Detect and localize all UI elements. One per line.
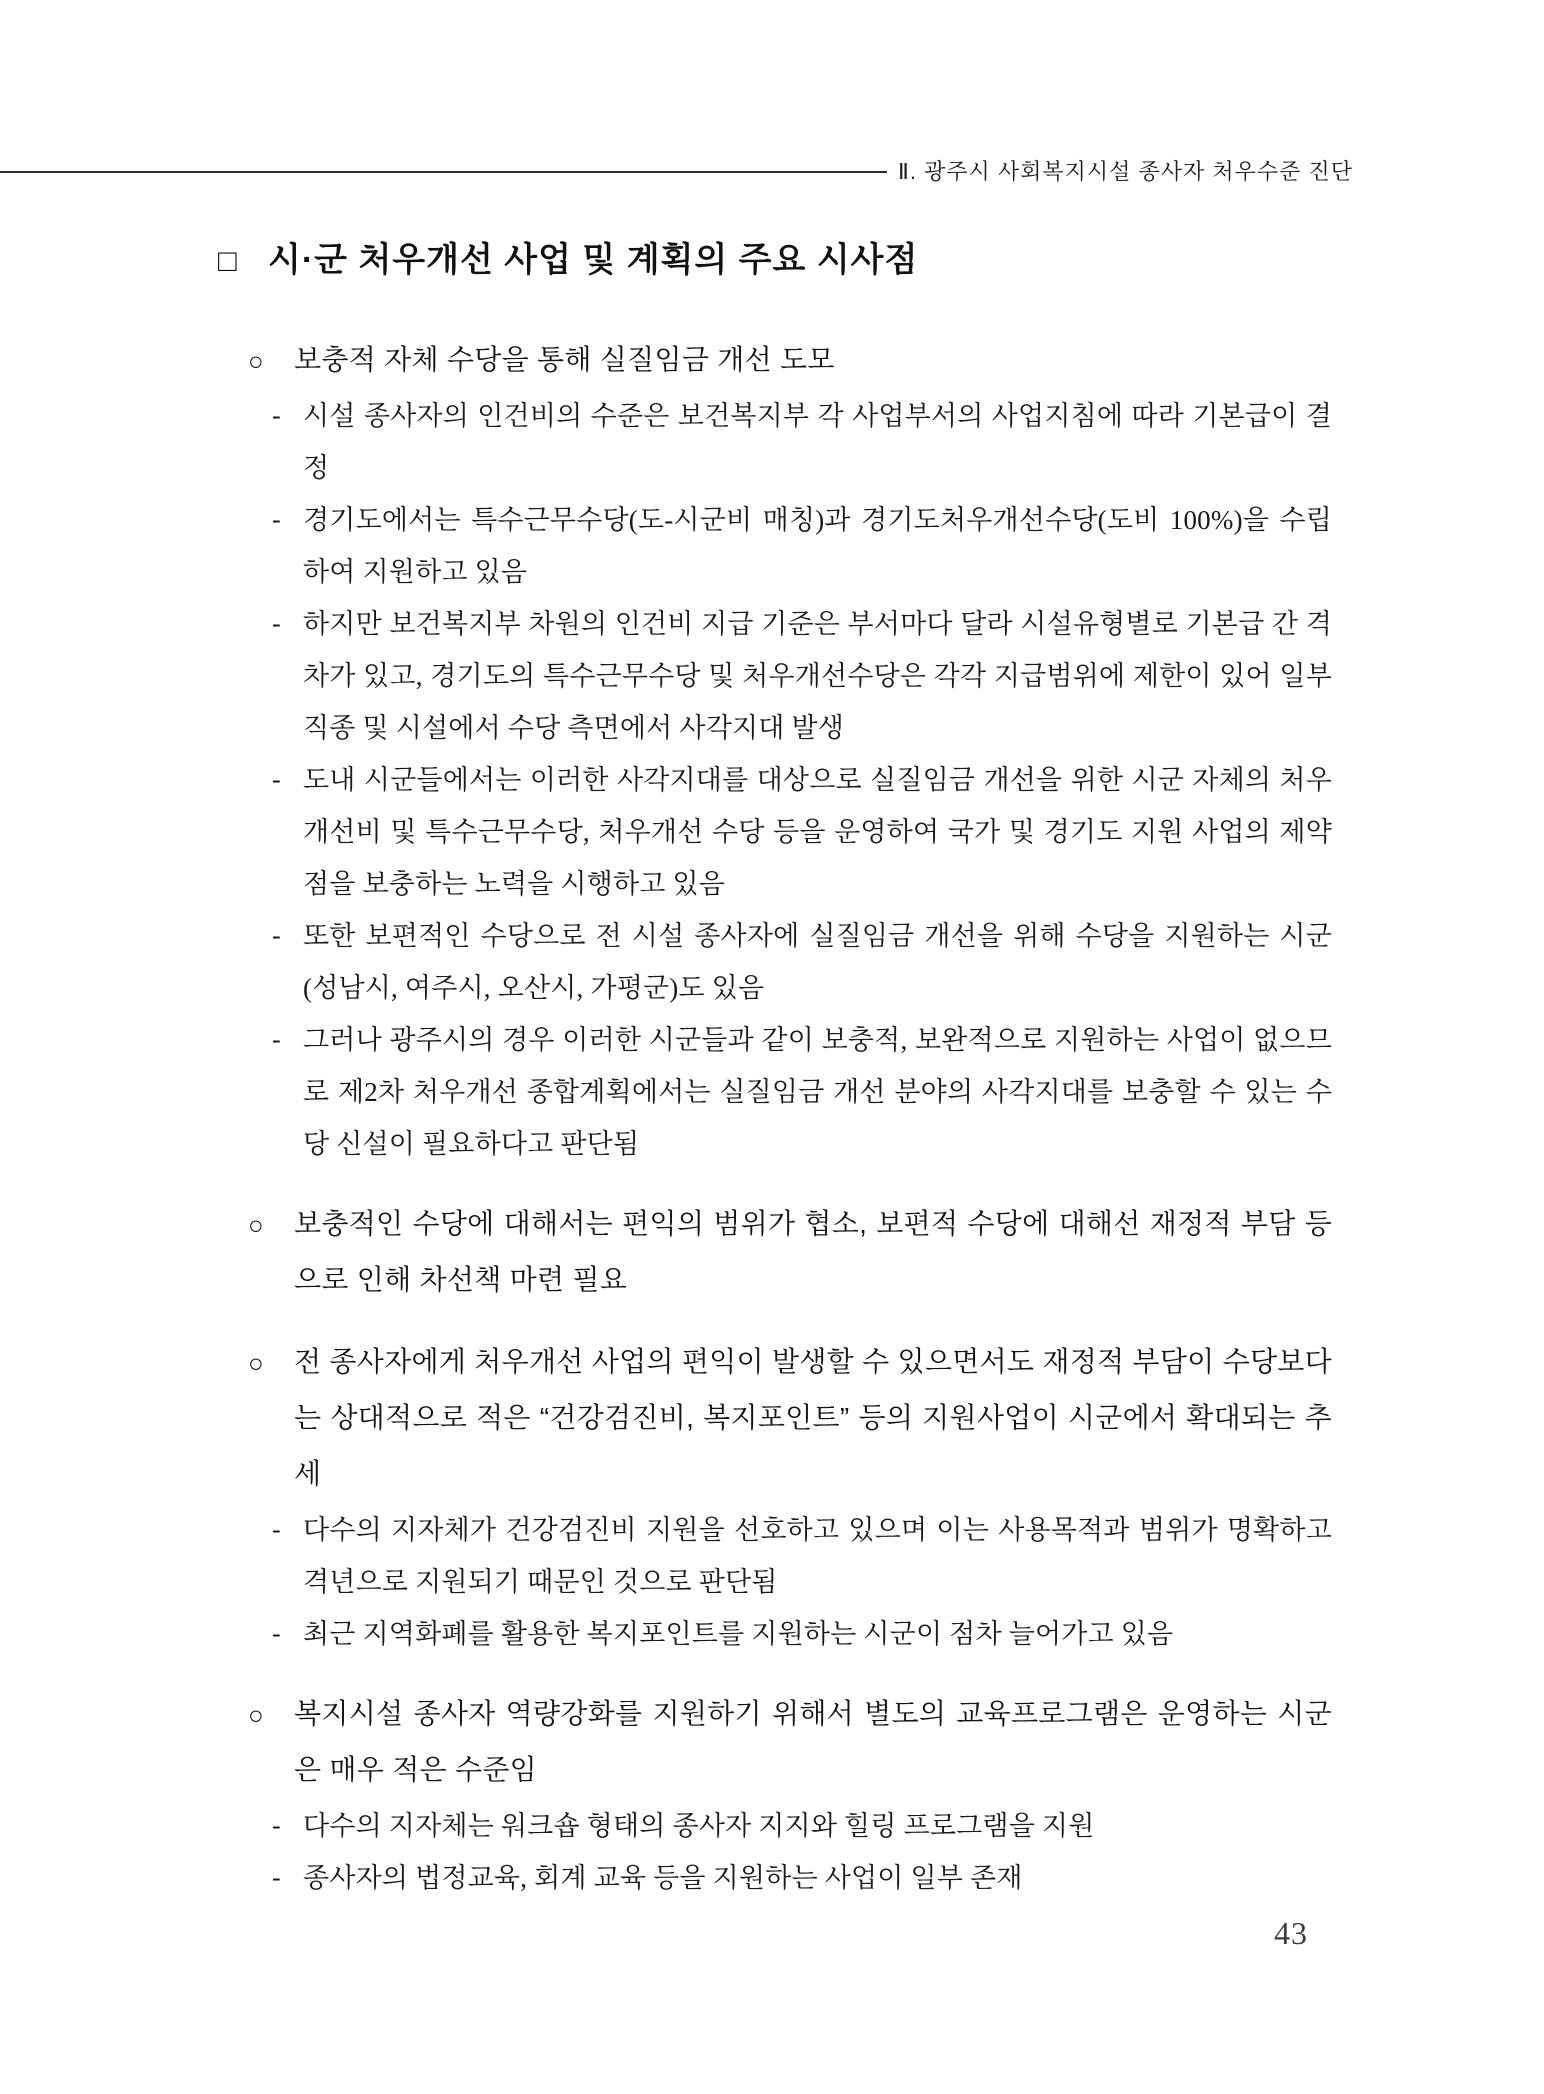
page-title-text: 시·군 처우개선 사업 및 계획의 주요 시사점 xyxy=(268,241,919,279)
list-item xyxy=(272,1800,1332,1852)
list-item-text: 경기도에서는 특수근무수당(도-시군비 매칭)과 경기도처우개선수당(도비 100%)을 수립하여 지원하고 있음 xyxy=(303,505,1332,587)
list-item xyxy=(272,1608,1332,1660)
section-heading-text: 복지시설 종사자 역량강화를 지원하기 위해서 별도의 교육프로그램은 운영하는 시군은 매우 적은 수준임 xyxy=(294,1698,1332,1785)
section-heading xyxy=(248,1196,1332,1308)
dash-bullet-icon: - xyxy=(272,921,281,950)
section-heading xyxy=(248,332,1332,388)
dash-bullet-icon: - xyxy=(272,1619,281,1648)
square-bullet-icon: □ xyxy=(218,243,238,278)
dash-bullet-icon: - xyxy=(272,1025,281,1054)
dash-bullet-icon: - xyxy=(272,1811,281,1840)
dash-bullet-icon: - xyxy=(272,1863,281,1892)
circle-bullet-icon: ○ xyxy=(248,1700,264,1730)
section-heading xyxy=(248,1334,1332,1502)
list-item xyxy=(272,1852,1332,1904)
header-rule xyxy=(0,171,887,173)
section-heading-text: 전 종사자에게 처우개선 사업의 편익이 발생할 수 있으면서도 재정적 부담이 수당보다는 상대적으로 적은 “건강검진비, 복지포인트” 등의 지원사업이 시군에서 확대되는 추세 xyxy=(294,1346,1332,1489)
list-item-text: 다수의 지자체는 워크숍 형태의 종사자 지지와 힐링 프로그램을 지원 xyxy=(303,1811,1095,1841)
page-content xyxy=(218,238,1332,1904)
circle-bullet-icon: ○ xyxy=(248,1210,264,1240)
list-item xyxy=(272,598,1332,754)
dash-bullet-icon: - xyxy=(272,505,281,534)
list-item-text: 하지만 보건복지부 차원의 인건비 지급 기준은 부서마다 달라 시설유형별로 기본급 간 격차가 있고, 경기도의 특수근무수당 및 처우개선수당은 각각 지급범위에 제한이 있어 일부 직종 및 시설에서 수당 측면에서 사각지대 발생 xyxy=(303,609,1332,743)
page-title xyxy=(218,238,1332,282)
chapter-header: Ⅱ. 광주시 사회복지시설 종사자 처우수준 진단 xyxy=(898,159,1354,184)
list-item xyxy=(272,1504,1332,1608)
section-heading-text: 보충적 자체 수당을 통해 실질임금 개선 도모 xyxy=(294,344,835,375)
list-item xyxy=(272,494,1332,598)
list-item-text: 시설 종사자의 인건비의 수준은 보건복지부 각 사업부서의 사업지침에 따라 기본급이 결정 xyxy=(303,401,1332,483)
section-heading-text: 보충적인 수당에 대해서는 편익의 범위가 협소, 보편적 수당에 대해선 재정적 부담 등으로 인해 차선책 마련 필요 xyxy=(294,1208,1332,1295)
sub-item-list xyxy=(218,390,1332,1170)
dash-bullet-icon: - xyxy=(272,1515,281,1544)
list-item-text: 또한 보편적인 수당으로 전 시설 종사자에 실질임금 개선을 위해 수당을 지원하는 시군(성남시, 여주시, 오산시, 가평군)도 있음 xyxy=(303,921,1332,1003)
section-supplementary-allowance xyxy=(218,332,1332,1170)
list-item xyxy=(272,390,1332,494)
section-allowance-tradeoff xyxy=(218,1196,1332,1308)
section-heading xyxy=(248,1686,1332,1798)
list-item xyxy=(272,1014,1332,1170)
dash-bullet-icon: - xyxy=(272,401,281,430)
section-health-checkup-welfare-points xyxy=(218,1334,1332,1660)
dash-bullet-icon: - xyxy=(272,765,281,794)
list-item xyxy=(272,754,1332,910)
section-education-programs xyxy=(218,1686,1332,1904)
list-item-text: 종사자의 법정교육, 회계 교육 등을 지원하는 사업이 일부 존재 xyxy=(303,1863,1023,1893)
sub-item-list xyxy=(218,1800,1332,1904)
list-item xyxy=(272,910,1332,1014)
list-item-text: 다수의 지자체가 건강검진비 지원을 선호하고 있으며 이는 사용목적과 범위가 명확하고 격년으로 지원되기 때문인 것으로 판단됨 xyxy=(303,1515,1332,1597)
circle-bullet-icon: ○ xyxy=(248,1348,264,1378)
list-item-text: 도내 시군들에서는 이러한 사각지대를 대상으로 실질임금 개선을 위한 시군 자체의 처우개선비 및 특수근무수당, 처우개선 수당 등을 운영하여 국가 및 경기도 지원 사업의 제약점을 보충하는 노력을 시행하고 있음 xyxy=(303,765,1332,899)
page-number: 43 xyxy=(1274,1915,1308,1951)
list-item-text: 최근 지역화폐를 활용한 복지포인트를 지원하는 시군이 점차 늘어가고 있음 xyxy=(303,1619,1174,1649)
sub-item-list xyxy=(218,1504,1332,1660)
dash-bullet-icon: - xyxy=(272,609,281,638)
circle-bullet-icon: ○ xyxy=(248,346,264,376)
list-item-text: 그러나 광주시의 경우 이러한 시군들과 같이 보충적, 보완적으로 지원하는 사업이 없으므로 제2차 처우개선 종합계획에서는 실질임금 개선 분야의 사각지대를 보충할 수 있는 수당 신설이 필요하다고 판단됨 xyxy=(303,1025,1332,1159)
